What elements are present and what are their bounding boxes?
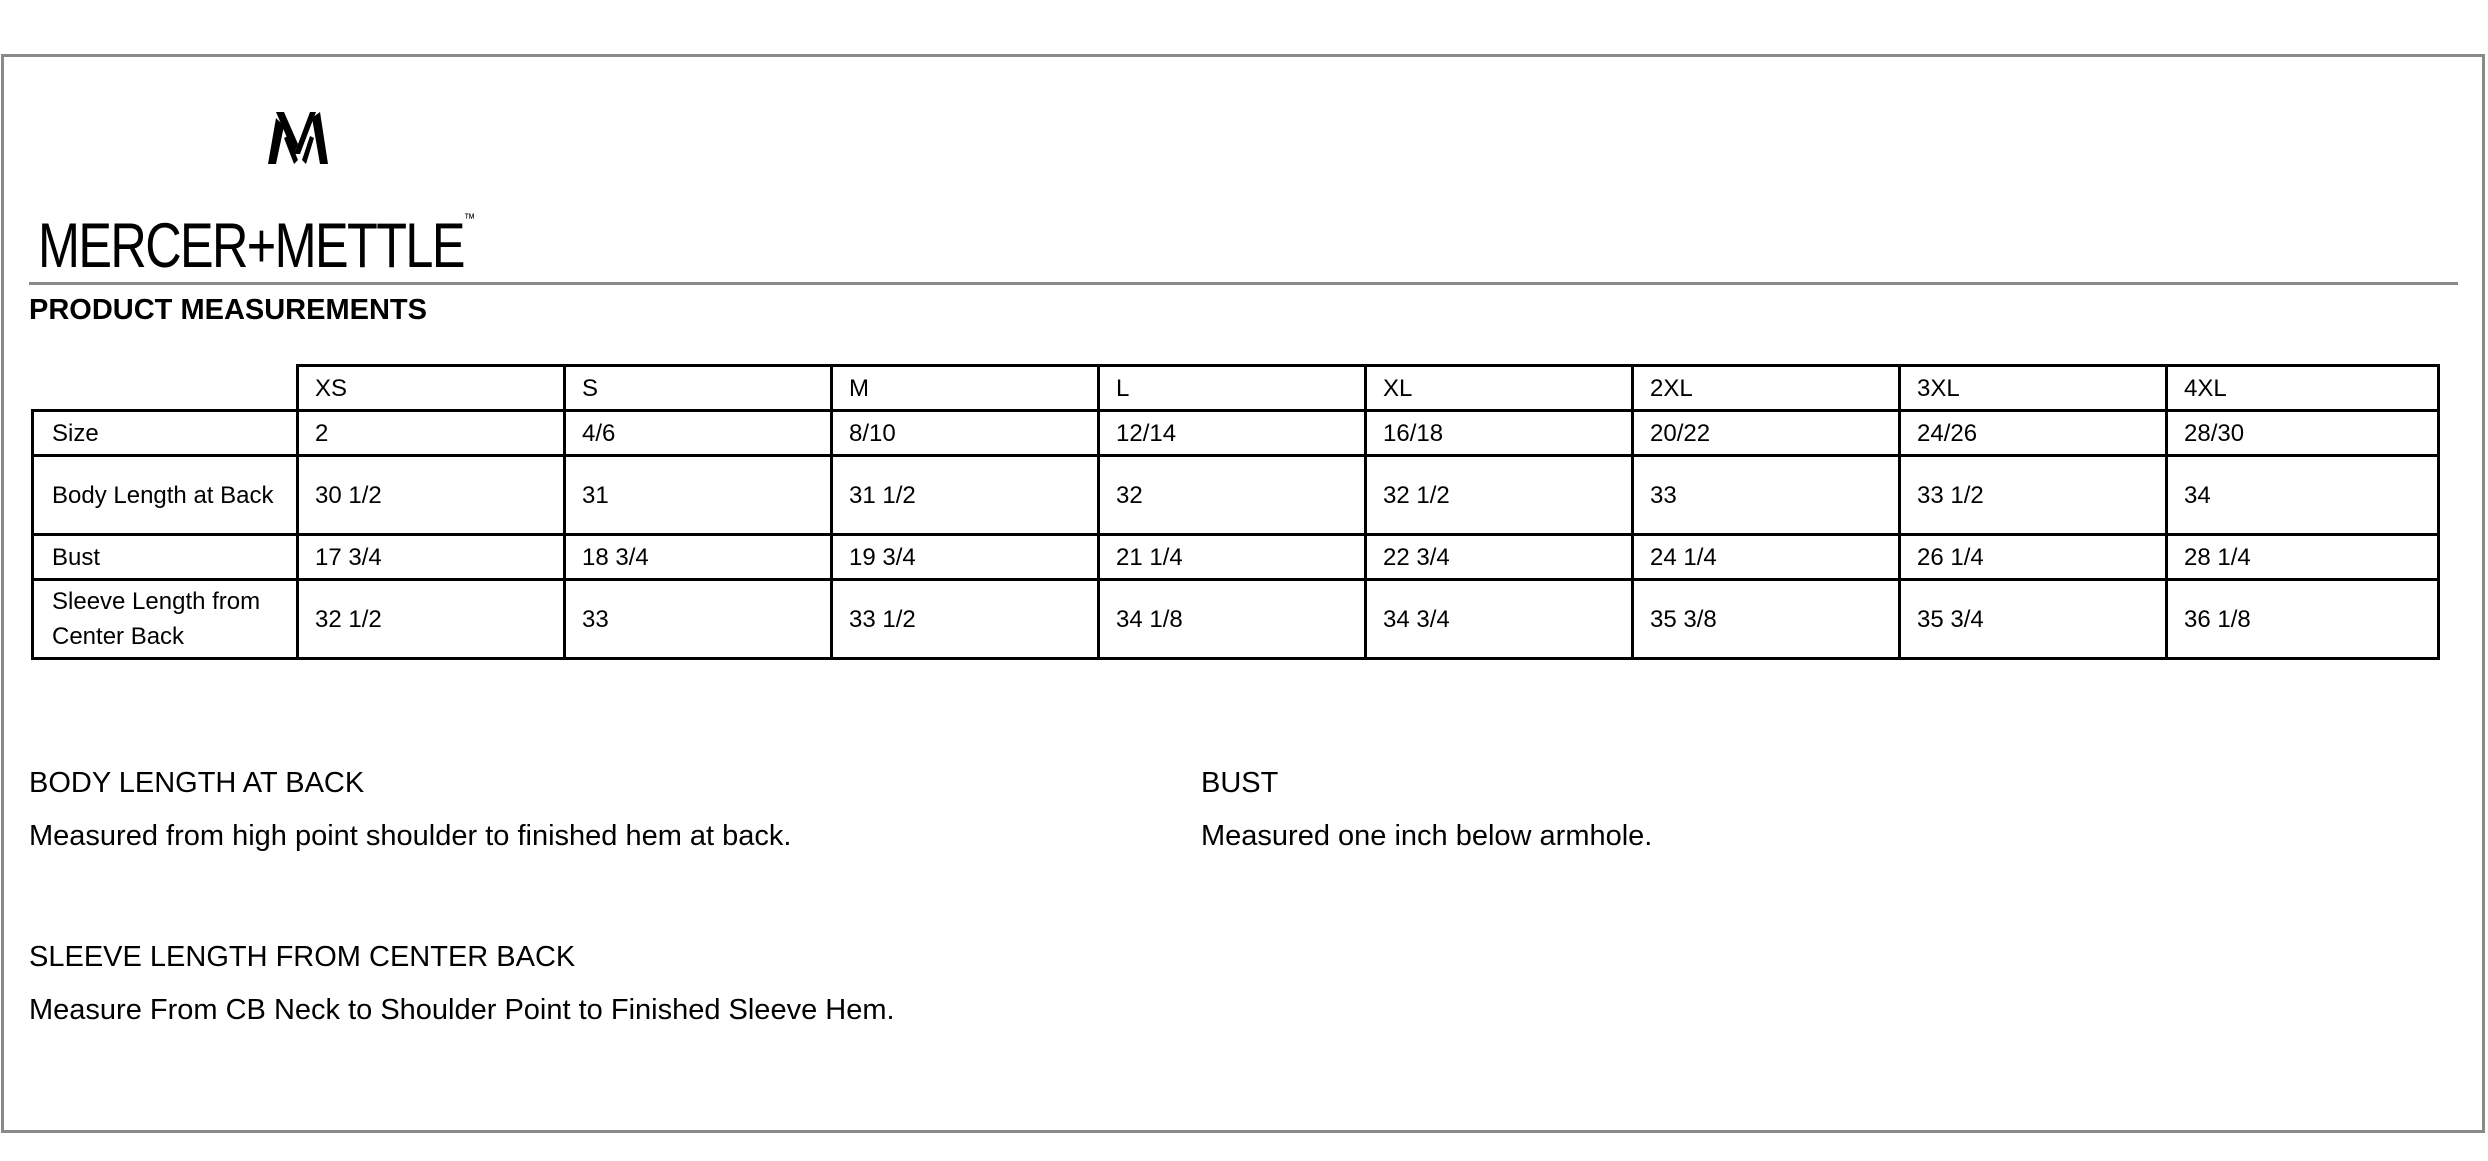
table-row [33, 580, 2439, 659]
table-cell: 2 [298, 411, 565, 456]
column-header: 4XL [2167, 366, 2439, 411]
table-cell: 33 [565, 580, 832, 659]
table-cell: 32 1/2 [298, 580, 565, 659]
column-header: XS [298, 366, 565, 411]
table-corner-cell [33, 366, 298, 411]
table-cell: 20/22 [1633, 411, 1900, 456]
table-cell: 22 3/4 [1366, 535, 1633, 580]
table-cell: 33 1/2 [832, 580, 1099, 659]
table-cell: 34 1/8 [1099, 580, 1366, 659]
definition-title: SLEEVE LENGTH FROM CENTER BACK [29, 941, 576, 973]
row-label: Body Length at Back [33, 456, 298, 535]
table-row [33, 456, 2439, 535]
table-cell: 8/10 [832, 411, 1099, 456]
column-header: M [832, 366, 1099, 411]
brand-logo [38, 108, 558, 281]
table-cell: 19 3/4 [832, 535, 1099, 580]
table-cell: 33 1/2 [1900, 456, 2167, 535]
column-header: 3XL [1900, 366, 2167, 411]
table-cell: 33 [1633, 456, 1900, 535]
table-cell: 28 1/4 [2167, 535, 2439, 580]
table-cell: 26 1/4 [1900, 535, 2167, 580]
table-cell: 17 3/4 [298, 535, 565, 580]
brand-name: MERCER+METTLE [38, 211, 464, 281]
table-cell: 30 1/2 [298, 456, 565, 535]
table-cell: 31 [565, 456, 832, 535]
table-cell: 35 3/8 [1633, 580, 1900, 659]
table-cell: 4/6 [565, 411, 832, 456]
column-header: S [565, 366, 832, 411]
table-cell: 31 1/2 [832, 456, 1099, 535]
sleeve-length-definition [29, 939, 895, 1028]
mm-monogram-icon [266, 108, 330, 166]
header-divider [29, 282, 2458, 285]
table-cell: 24/26 [1900, 411, 2167, 456]
brand-wordmark [38, 188, 476, 281]
definition-text: Measured one inch below armhole. [1201, 820, 1653, 852]
bust-definition [1201, 765, 1652, 854]
row-label: Bust [33, 535, 298, 580]
table-cell: 32 [1099, 456, 1366, 535]
table-cell: 12/14 [1099, 411, 1366, 456]
table-row [33, 535, 2439, 580]
table-cell: 36 1/8 [2167, 580, 2439, 659]
measurements-table [31, 364, 2440, 660]
body-length-definition [29, 765, 791, 854]
column-header: XL [1366, 366, 1633, 411]
table-cell: 16/18 [1366, 411, 1633, 456]
row-label: Size [33, 411, 298, 456]
column-header: 2XL [1633, 366, 1900, 411]
table-cell: 35 3/4 [1900, 580, 2167, 659]
table-cell: 24 1/4 [1633, 535, 1900, 580]
table-cell: 34 [2167, 456, 2439, 535]
table-cell: 34 3/4 [1366, 580, 1633, 659]
definition-title: BODY LENGTH AT BACK [29, 767, 365, 799]
trademark-symbol: ™ [463, 210, 476, 226]
section-title: PRODUCT MEASUREMENTS [29, 294, 427, 326]
definition-text: Measured from high point shoulder to finished hem at back. [29, 820, 792, 852]
column-header: L [1099, 366, 1366, 411]
table-cell: 21 1/4 [1099, 535, 1366, 580]
table-row [33, 411, 2439, 456]
row-label: Sleeve Length from Center Back [33, 580, 298, 659]
definition-text: Measure From CB Neck to Shoulder Point to Finished Sleeve Hem. [29, 994, 895, 1026]
table-header-row [33, 366, 2439, 411]
table-cell: 28/30 [2167, 411, 2439, 456]
table-cell: 18 3/4 [565, 535, 832, 580]
definition-title: BUST [1201, 767, 1279, 799]
table-cell: 32 1/2 [1366, 456, 1633, 535]
